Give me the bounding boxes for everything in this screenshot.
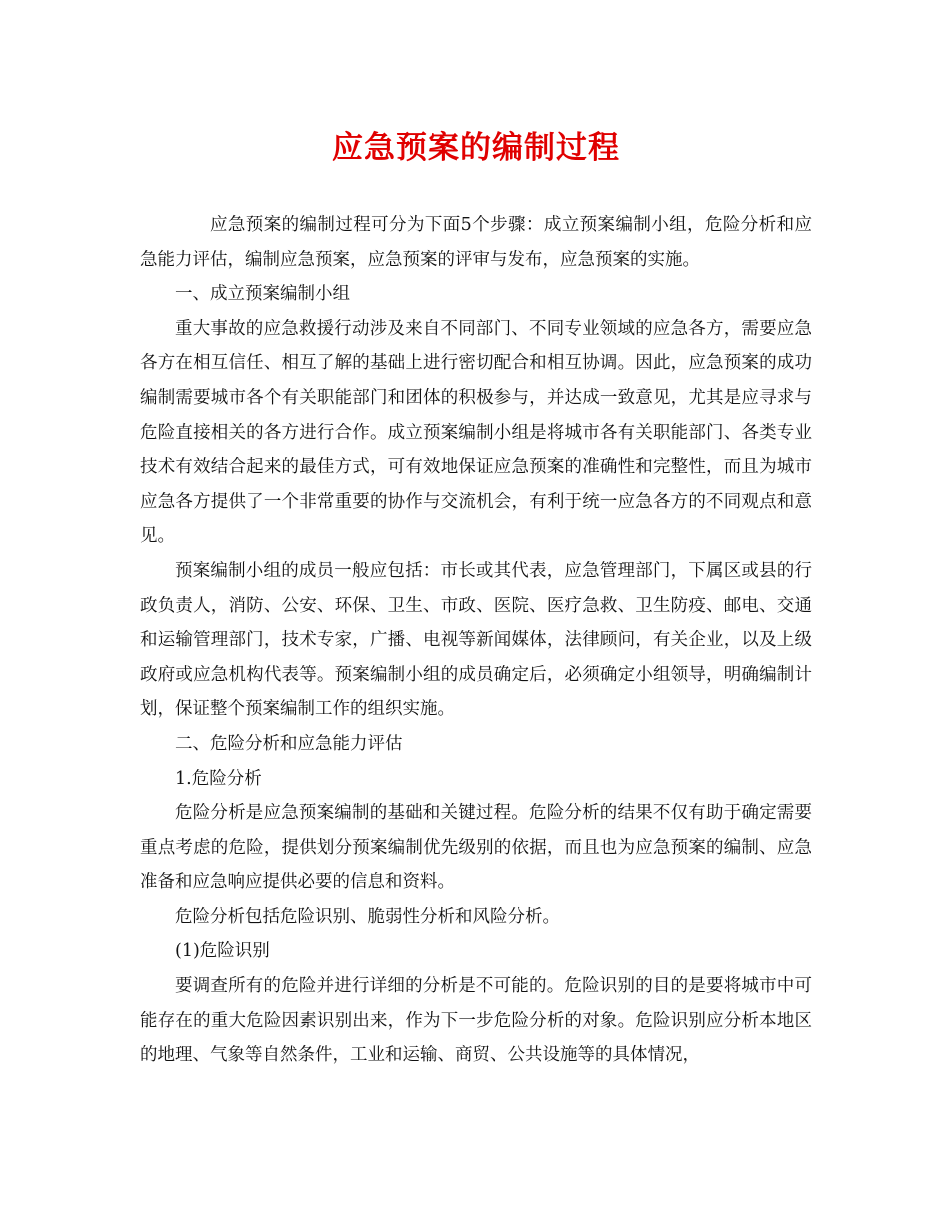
body-paragraph: 预案编制小组的成员一般应包括：市长或其代表，应急管理部门，下属区或县的行政负责人，消防、公安、环保、卫生、市政、医院、医疗急救、卫生防疫、邮电、交通和运输管理部门，技术专家，广播、电视等新闻媒体，法律顾问，有关企业，以及上级政府或应急机构代表等。预案编制小组的成员确定后，必须确定小组领导，明确编制计划，保证整个预案编制工作的组织实施。 xyxy=(140,560,812,720)
section-heading-2: 二、危险分析和应急能力评估 xyxy=(175,733,403,754)
body-paragraph: 要调查所有的危险并进行详细的分析是不可能的。危险识别的目的是要将城市中可能存在的重大危险因素识别出来，作为下一步危险分析的对象。危险识别应分析本地区的地理、气象等自然条件，工业和运输、商贸、公共设施等的具体情况， xyxy=(140,976,812,1066)
subsection-heading-2-1: 1.危险分析 xyxy=(175,768,262,789)
section-heading-1: 一、成立预案编制小组 xyxy=(175,284,350,305)
body-paragraph: 危险分析是应急预案编制的基础和关键过程。危险分析的结果不仅有助于确定需要重点考虑的危险，提供划分预案编制优先级别的依据，而且也为应急预案的编制、应急准备和应急响应提供必要的信息和资料。 xyxy=(140,803,812,893)
page-title: 应急预案的编制过程 xyxy=(332,130,620,166)
body-paragraph: 重大事故的应急救援行动涉及来自不同部门、不同专业领域的应急各方，需要应急各方在相互信任、相互了解的基础上进行密切配合和相互协调。因此，应急预案的成功编制需要城市各个有关职能部门和团体的积极参与，并达成一致意见，尤其是应寻求与危险直接相关的各方进行合作。成立预案编制小组是将城市各有关职能部门、各类专业技术有效结合起来的最佳方式，可有效地保证应急预案的准确性和完整性，而且为城市应急各方提供了一个非常重要的协作与交流机会，有利于统一应急各方的不同观点和意见。 xyxy=(140,318,812,547)
intro-paragraph: 应急预案的编制过程可分为下面5个步骤：成立预案编制小组，危险分析和应急能力评估，编制应急预案，应急预案的评审与发布，应急预案的实施。 xyxy=(140,215,812,270)
body-paragraph: 危险分析包括危险识别、脆弱性分析和风险分析。 xyxy=(175,906,560,927)
subsection-heading-2-1-1: (1)危险识别 xyxy=(175,941,270,962)
document-page xyxy=(140,112,812,1073)
